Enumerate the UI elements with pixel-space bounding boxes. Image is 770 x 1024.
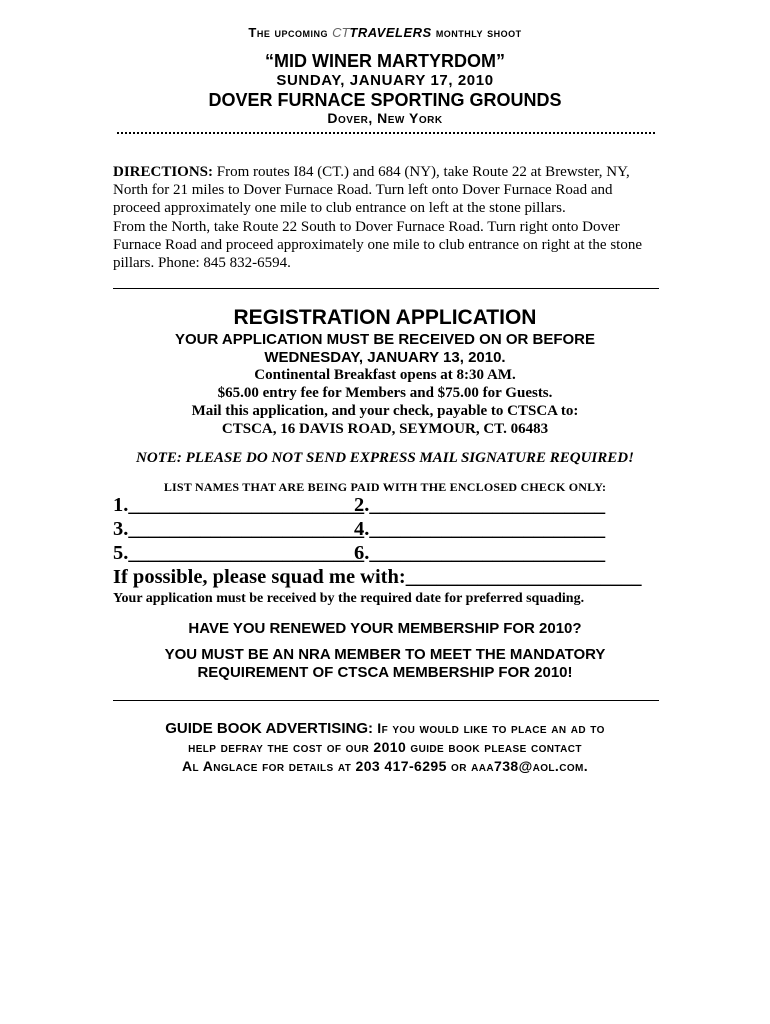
event-date: SUNDAY, JANUARY 17, 2010 [276,72,494,89]
guide-title: GUIDE BOOK ADVERTISING: [165,720,373,737]
directions [113,163,661,272]
guide-line-1: If you would like to place an ad to [372,720,605,736]
name-line-2[interactable]: 2._______________________ [354,494,606,516]
mail-info: Mail this application, and your check, payable to CTSCA to: [191,403,579,419]
express-mail-note: NOTE: PLEASE DO NOT SEND EXPRESS MAIL SIGNATURE REQUIRED! [136,450,634,466]
registration-title: REGISTRATION APPLICATION [233,306,537,329]
registration-deadline [0,331,770,367]
directions-text-north: From the North, take Route 22 South to Dover Furnace Road. Turn right onto Dover Furnace Road and proceed approximately one mile to club entrance on right at the stone pillars. Phone: 845 832-6594. [113,218,642,272]
directions-label: DIRECTIONS: [113,164,214,180]
name-line-6[interactable]: 6._______________________ [354,542,606,564]
name-line-5[interactable]: 5._______________________ [113,542,365,564]
breakfast-info: Continental Breakfast opens at 8:30 AM. [254,367,516,383]
nra-line-1: YOU MUST BE AN NRA MEMBER TO MEET THE MANDATORY [164,646,606,663]
squad-request-line[interactable]: If possible, please squad me with:_______________________ [113,566,642,588]
deadline-line-1: YOUR APPLICATION MUST BE RECEIVED ON OR BEFORE [174,331,596,348]
divider-line-2 [113,700,659,701]
name-line-4[interactable]: 4._______________________ [354,518,606,540]
event-name: “MID WINER MARTYRDOM” [265,51,505,71]
guide-line-2: help defray the cost of our 2010 guide book please contact [188,739,582,755]
name-line-1[interactable]: 1._______________________ [113,494,365,516]
guide-line-3: Al Anglace for details at 203 417-6295 or aaa738@aol.com. [181,758,589,774]
dotted-divider [117,132,655,134]
header-line [0,25,770,40]
event-location: Dover, New York [327,110,443,126]
header-ct: CT [332,25,350,40]
nra-line-2: REQUIREMENT OF CTSCA MEMBERSHIP FOR 2010! [197,664,573,681]
header-suffix: monthly shoot [435,25,522,40]
fee-info: $65.00 entry fee for Members and $75.00 for Guests. [217,385,553,401]
header-travelers: TRAVELERS [349,25,432,40]
header-prefix: The upcoming [248,25,328,40]
renew-membership: HAVE YOU RENEWED YOUR MEMBERSHIP FOR 2010? [188,620,582,637]
nra-requirement [0,646,770,682]
deadline-line-2: WEDNESDAY, JANUARY 13, 2010. [264,349,506,366]
name-line-3[interactable]: 3._______________________ [113,518,365,540]
directions-text: From routes I84 (CT.) and 684 (NY), take Route 22 at Brewster, NY, North for 21 miles to Dover Furnace Road. Turn left onto Dover Furnace Road and proceed approximately one mile to club entrance on left at the stone pillars. [113,164,630,217]
list-names-instruction: LIST NAMES THAT ARE BEING PAID WITH THE ENCLOSED CHECK ONLY: [163,480,607,494]
divider-line [113,288,659,289]
squad-note: Your application must be received by the required date for preferred squading. [113,591,585,606]
event-venue: DOVER FURNACE SPORTING GROUNDS [208,90,562,110]
mail-address: CTSCA, 16 DAVIS ROAD, SEYMOUR, CT. 06483 [221,421,549,437]
guide-book-advertising [0,719,770,776]
